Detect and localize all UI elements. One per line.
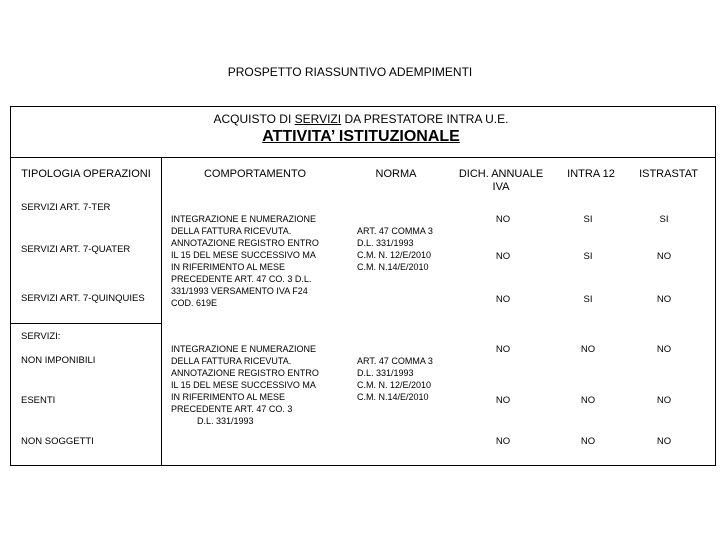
comportamento-group1	[171, 213, 346, 309]
comportamento-line: IL 15 DEL MESE SUCCESSIVO MA	[171, 380, 316, 390]
intra-value: NO	[580, 436, 596, 447]
comportamento-group2	[171, 343, 346, 427]
norma-line: ART. 47 COMMA 3	[357, 226, 433, 236]
comportamento-line: DELLA FATTURA RICEVUTA.	[171, 356, 292, 366]
norma-group1	[357, 225, 457, 273]
comportamento-line: D.L. 331/1993	[197, 416, 254, 426]
comportamento-line: ANNOTAZIONE REGISTRO ENTRO	[171, 238, 319, 248]
norma-line: D.L. 331/1993	[357, 238, 414, 248]
group-divider	[11, 323, 161, 324]
section-title: ATTIVITA’ ISTITUZIONALE	[262, 128, 460, 145]
table-subtitle	[11, 112, 711, 126]
subtitle-underlined: SERVIZI	[294, 112, 342, 126]
op-non-imponibili: NON IMPONIBILI	[21, 355, 96, 366]
col-header-istrastat: ISTRASTAT	[639, 168, 698, 180]
col-header-comportamento: COMPORTAMENTO	[203, 168, 307, 180]
comportamento-line: IL 15 DEL MESE SUCCESSIVO MA	[171, 250, 316, 260]
col-header-dich-line1: DICH. ANNUALE	[458, 168, 544, 180]
istrastat-value: NO	[656, 395, 672, 406]
comportamento-line: INTEGRAZIONE E NUMERAZIONE	[171, 214, 317, 224]
comportamento-line: IN RIFERIMENTO AL MESE	[171, 262, 286, 272]
istrastat-value: NO	[656, 294, 672, 305]
comportamento-line: IN RIFERIMENTO AL MESE	[171, 392, 286, 402]
istrastat-value: SI	[659, 214, 669, 225]
comportamento-line: 331/1993 VERSAMENTO IVA F24	[171, 286, 308, 296]
istrastat-value: NO	[656, 251, 672, 262]
comportamento-line: PRECEDENTE ART. 47 CO. 3	[171, 404, 293, 414]
comportamento-line: ANNOTAZIONE REGISTRO ENTRO	[171, 368, 319, 378]
subtitle-pre: ACQUISTO DI	[213, 112, 295, 126]
document-title: PROSPETTO RIASSUNTIVO ADEMPIMENTI	[227, 65, 473, 79]
op-non-soggetti: NON SOGGETTI	[21, 436, 94, 447]
intra-value: NO	[580, 395, 596, 406]
istrastat-value: NO	[656, 344, 672, 355]
comportamento-line: PRECEDENTE ART. 47 CO. 3 D.L.	[171, 274, 312, 284]
norma-line: C.M. N.14/E/2010	[357, 262, 429, 272]
col-header-dich-line2: IVA	[492, 181, 510, 193]
intra-value: NO	[580, 344, 596, 355]
intra-value: SI	[583, 294, 593, 305]
col-header-dich	[451, 168, 551, 194]
norma-group2	[357, 355, 457, 403]
table-header-band	[11, 107, 715, 158]
dich-value: NO	[495, 214, 511, 225]
op-esenti: ESENTI	[21, 395, 56, 406]
servizi-heading: SERVIZI:	[21, 331, 61, 342]
dich-value: NO	[495, 344, 511, 355]
dich-value: NO	[495, 395, 511, 406]
norma-line: C.M. N. 12/E/2010	[357, 250, 432, 260]
comportamento-line: DELLA FATTURA RICEVUTA.	[171, 226, 292, 236]
intra-value: SI	[583, 214, 593, 225]
op-7quater: SERVIZI ART. 7-QUATER	[21, 244, 131, 255]
col-header-norma: NORMA	[375, 168, 417, 180]
norma-line: C.M. N. 12/E/2010	[357, 380, 432, 390]
istrastat-value: NO	[656, 436, 672, 447]
col-header-intra: INTRA 12	[567, 168, 615, 180]
col-header-tipologia: TIPOLOGIA OPERAZIONI	[21, 168, 151, 180]
norma-line: ART. 47 COMMA 3	[357, 356, 433, 366]
norma-line: D.L. 331/1993	[357, 368, 414, 378]
comportamento-line: COD. 619E	[171, 298, 218, 308]
norma-line: C.M. N.14/E/2010	[357, 392, 429, 402]
column-divider	[161, 158, 162, 466]
intra-value: SI	[583, 251, 593, 262]
subtitle-post: DA PRESTATORE INTRA U.E.	[341, 112, 509, 126]
op-7quinquies: SERVIZI ART. 7-QUINQUIES	[21, 293, 145, 304]
summary-table	[10, 106, 716, 466]
dich-value: NO	[495, 436, 511, 447]
dich-value: NO	[495, 251, 511, 262]
dich-value: NO	[495, 294, 511, 305]
op-7ter: SERVIZI ART. 7-TER	[21, 202, 111, 213]
comportamento-line: INTEGRAZIONE E NUMERAZIONE	[171, 344, 317, 354]
